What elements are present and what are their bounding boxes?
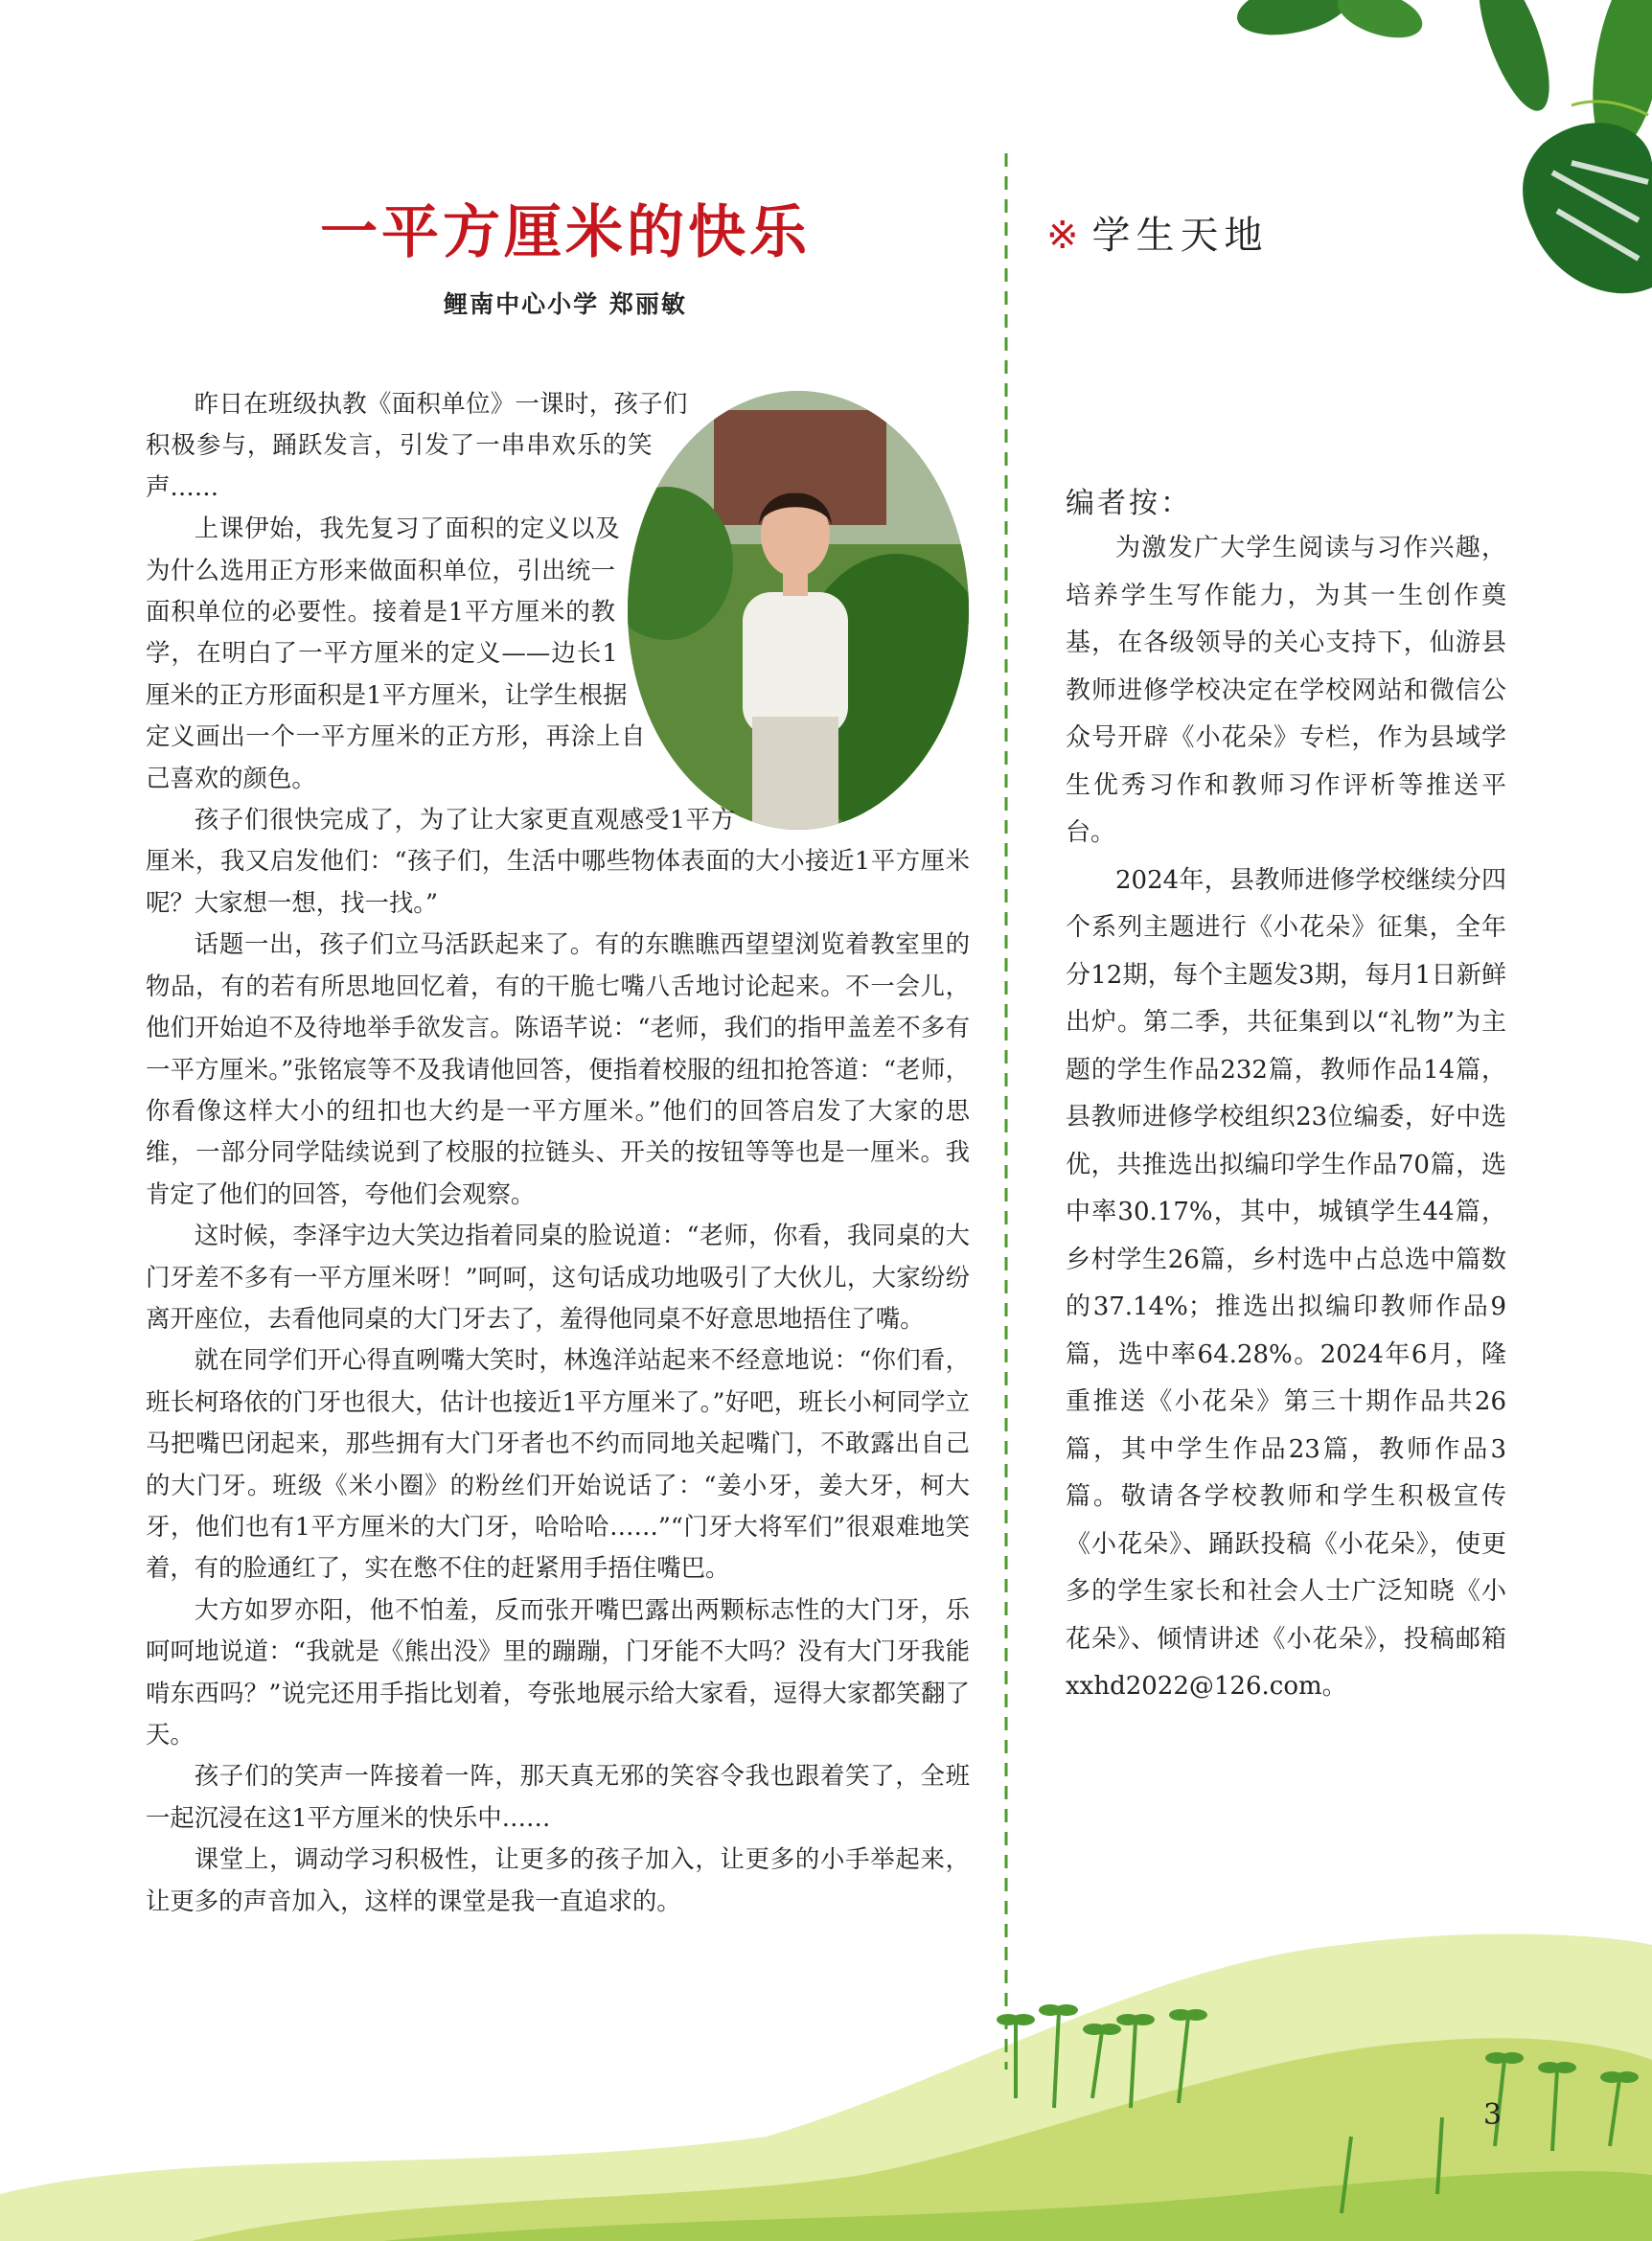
article-paragraph: 大方如罗亦阳，他不怕羞，反而张开嘴巴露出两颗标志性的大门牙，乐呵呵地说道：“我就是《熊出没》里的蹦蹦，门牙能不大吗？没有大门牙我能啃东西吗？”说完还用手指比划着，夸张地展示给大家看，逗得大家都笑翻了天。 xyxy=(146,1594,970,1749)
article-paragraph: 孩子们的笑声一阵接着一阵，那天真无邪的笑容令我也跟着笑了，全班一起沉浸在这1平方厘米的快乐中…… xyxy=(146,1761,970,1832)
article-byline: 鲤南中心小学 郑丽敏 xyxy=(444,290,687,318)
vine-divider xyxy=(991,153,1021,2069)
article-paragraph: 就在同学们开心得直咧嘴大笑时，林逸洋站起来不经意地说：“你们看，班长柯珞依的门牙也很大，估计也接近1平方厘米了。”好吧，班长小柯同学立马把嘴巴闭起来，那些拥有大门牙者也不约而同地关起嘴门，不敢露出自己的大门牙。班级《米小圈》的粉丝们开始说话了：“姜小牙，姜大牙，柯大牙，他们也有1平方厘米的大门牙，哈哈哈……”“门牙大将军们”很艰难地笑着，有的脸通红了，实在憋不住的赶紧用手捂住嘴巴。 xyxy=(146,1345,970,1583)
article-paragraph: 上课伊始，我先复习了面积的定义以及为什么选用正方形来做面积单位，引出统一面积单位的必要性。接着是1平方厘米的教学，在明白了一平方厘米的定义——边长1厘米的正方形面积是1平方厘米，让学生根据定义画出一个一平方厘米的正方形，再涂上自己喜欢的颜色。 xyxy=(146,514,646,792)
editor-paragraph: 为激发广大学生阅读与习作兴趣，培养学生写作能力，为其一生创作奠基，在各级领导的关心支持下，仙游县教师进修学校决定在学校网站和微信公众号开辟《小花朵》专栏，作为县域学生优秀习作和教师习作评析等推送平台。 xyxy=(1066,534,1506,847)
article-paragraph: 孩子们很快完成了，为了让大家更直观感受1平方厘米，我又启发他们：“孩子们，生活中哪些物体表面的大小接近1平方厘米呢？大家想一想，找一找。” xyxy=(146,805,970,917)
editor-note-label: 编者按： xyxy=(1066,487,1192,520)
article-paragraph: 这时候，李泽宇边大笑边指着同桌的脸说道：“老师，你看，我同桌的大门牙差不多有一平方厘米呀！”呵呵，这句话成功地吸引了大伙儿，大家纷纷离开座位，去看他同桌的大门牙去了，羞得他同桌不好意思地捂住了嘴。 xyxy=(146,1221,970,1333)
monstera-leaves-decoration xyxy=(1227,0,1652,326)
section-heading xyxy=(1046,205,1269,260)
article-title: 一平方厘米的快乐 xyxy=(320,199,811,266)
reference-mark-icon: ※ xyxy=(1046,214,1085,258)
article-paragraph: 话题一出，孩子们立马活跃起来了。有的东瞧瞧西望望浏览着教室里的物品，有的若有所思地回忆着，有的干脆七嘴八舌地讨论起来。不一会儿，他们开始迫不及待地举手欲发言。陈语芊说：“老师，我们的指甲盖差不多有一平方厘米。”张铭宸等不及我请他回答，便指着校服的纽扣抢答道：“老师，你看像这样大小的纽扣也大约是一平方厘米。”他们的回答启发了大家的思维，一部分同学陆续说到了校服的拉链头、开关的按钮等等也是一厘米。我肯定了他们的回答，夸他们会观察。 xyxy=(146,929,970,1208)
editor-note-body xyxy=(1066,525,1506,1711)
editor-paragraph: 2024年，县教师进修学校继续分四个系列主题进行《小花朵》征集，全年分12期，每个主题发3期，每月1日新鲜出炉。第二季，共征集到以“礼物”为主题的学生作品232篇，教师作品14篇，县教师进修学校组织23位编委，好中选优，共推选出拟编印学生作品70篇，选中率30.17%，其中，城镇学生44篇，乡村学生26篇，乡村选中占总选中篇数的37.14%；推选出拟编印教师作品9篇，选中率64.28%。2024年6月，隆重推送《小花朵》第三十期作品共26篇，其中学生作品23篇，教师作品3篇。敬请各学校教师和学生积极宣传《小花朵》、踊跃投稿《小花朵》，使更多的学生家长和社会人士广泛知晓《小花朵》、倾情讲述《小花朵》，投稿邮箱 xxhd2022@126.com。 xyxy=(1066,865,1506,1701)
article-paragraph: 昨日在班级执教《面积单位》一课时，孩子们积极参与，踊跃发言，引发了一串串欢乐的笑声…… xyxy=(146,389,688,501)
photo-wrap-space xyxy=(625,383,970,811)
article-paragraph: 课堂上，调动学习积极性，让更多的孩子加入，让更多的小手举起来，让更多的声音加入，这样的课堂是我一直追求的。 xyxy=(146,1844,970,1915)
section-title: 学生天地 xyxy=(1091,214,1269,258)
grass-background-decoration xyxy=(0,1907,1652,2241)
page-number: 3 xyxy=(1483,2098,1503,2132)
article-body xyxy=(146,383,970,1922)
